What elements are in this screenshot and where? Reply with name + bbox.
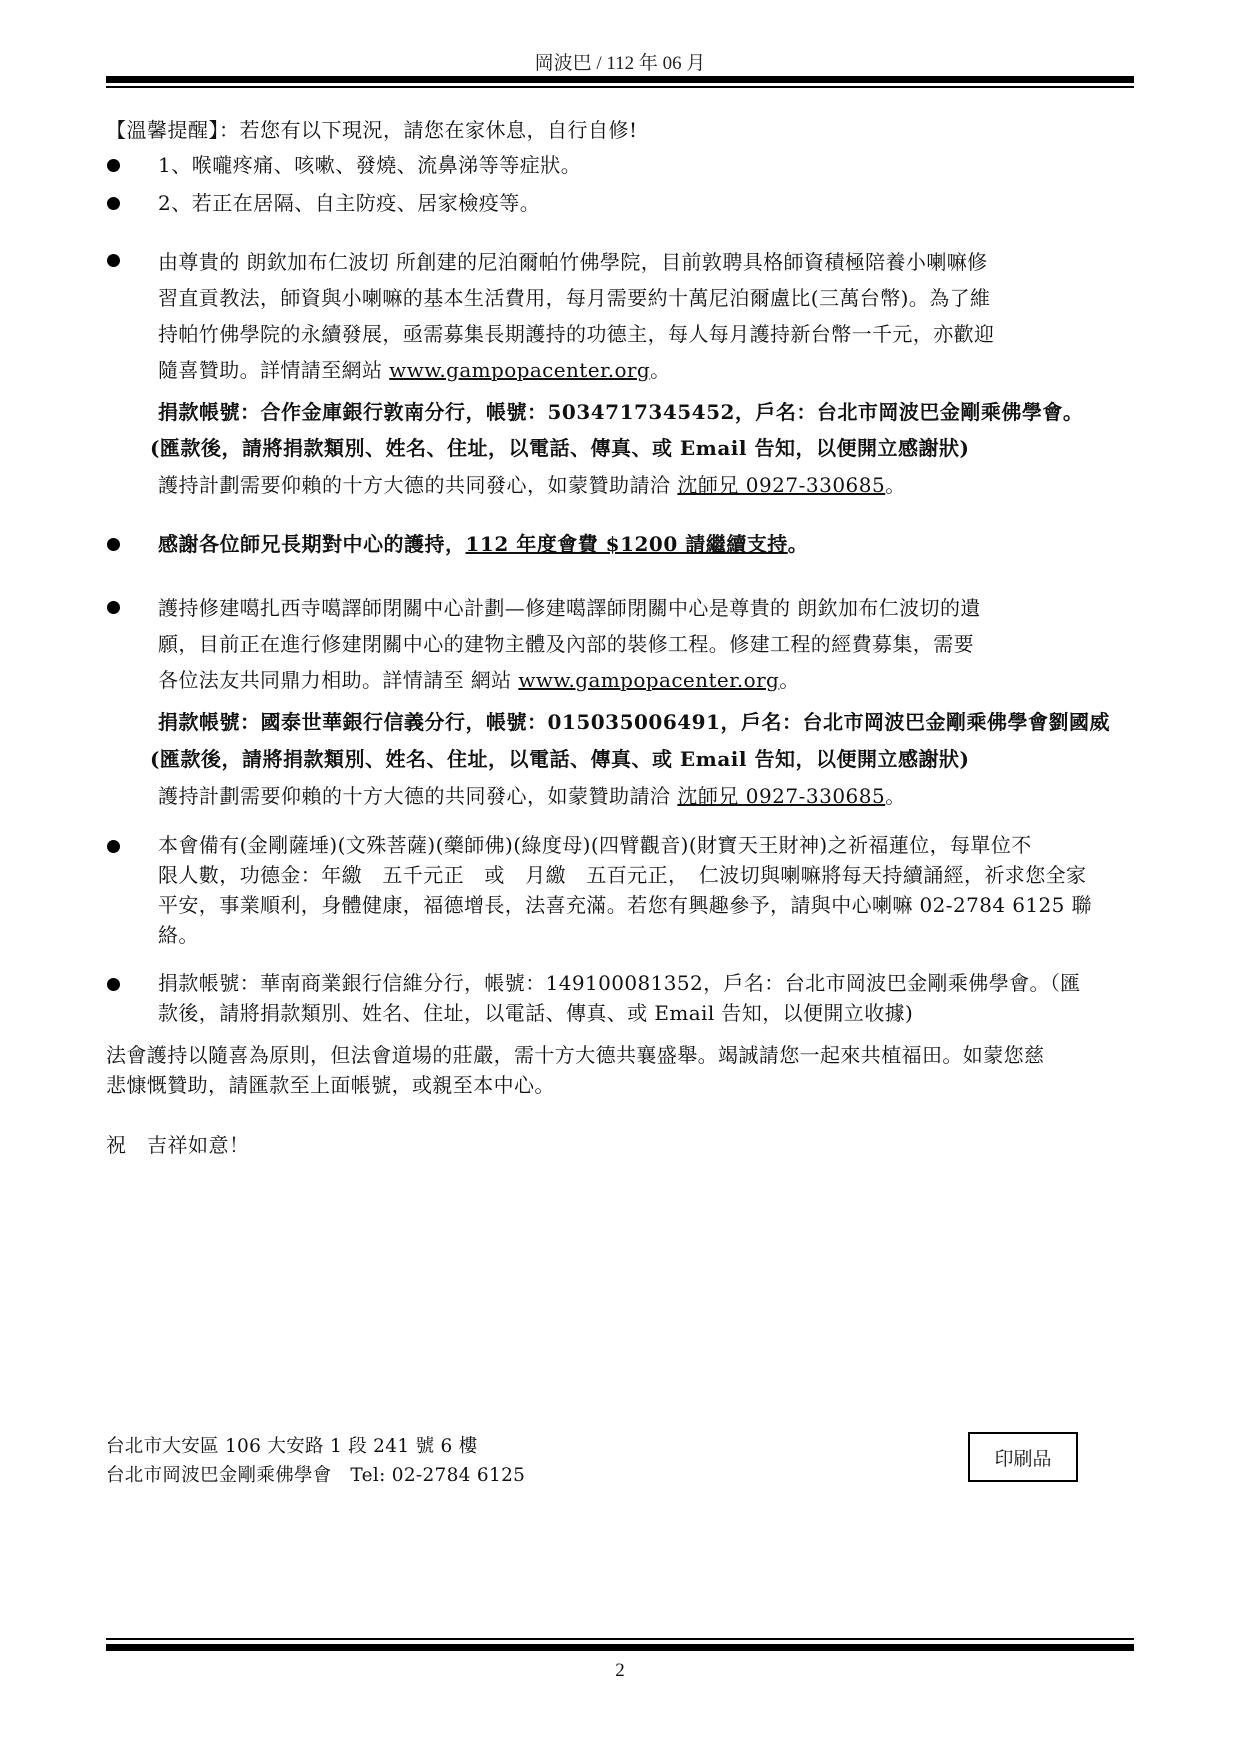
website-link[interactable]: www.gampopacenter.org [389,358,651,382]
bullet-icon [107,840,120,853]
notice-item-1: 1、喉嚨疼痛、咳嗽、發燒、流鼻涕等等症狀。 [158,153,582,177]
donation-line-1: 捐款帳號：華南商業銀行信維分行，帳號：149100081352，戶名：台北市岡波巴金剛乘佛學會。（匯 [158,971,1081,995]
retreat-contact-line: 護持計劃需要仰賴的十方大德的共同發心，如蒙贊助請洽 沈師兄 0927-330685。 [158,784,906,808]
header-rule-thin [106,86,1134,88]
contact-phone[interactable]: 沈師兄 0927-330685 [677,473,886,497]
pazhu-account: 捐款帳號：合作金庫銀行敦南分行，帳號：5034717345452，戶名：台北市岡波巴金剛乘佛學會。 [158,400,1084,424]
pazhu-line-2: 習直貢教法，師資與小喇嘛的基本生活費用，每月需要約十萬尼泊爾盧比(三萬台幣)。為了維 [158,286,991,310]
pazhu-remit-note: (匯款後，請將捐款類別、姓名、住址，以電話、傳真、或 Email 告知，以便開立感謝狀) [150,436,970,460]
pazhu-line-4: 隨喜贊助。詳情請至網站 www.gampopacenter.org。 [158,358,671,382]
notice-item-2: 2、若正在居隔、自主防疫、居家檢疫等。 [158,191,541,215]
retreat-remit-note: (匯款後，請將捐款類別、姓名、住址，以電話、傳真、或 Email 告知，以便開立感謝狀) [150,747,970,771]
closing-paragraph [106,1040,1044,1100]
footer-address: 台北市大安區 106 大安路 1 段 241 號 6 樓 [106,1436,478,1457]
lotus-line-1: 本會備有(金剛薩埵)(文殊菩薩)(藥師佛)(綠度母)(四臂觀音)(財寶天王財神)之祈福蓮位，每單位不 [158,833,1032,857]
pazhu-section [158,244,994,388]
bullet-icon [107,978,120,991]
website-link[interactable]: www.gampopacenter.org [518,668,780,692]
pazhu-line-1: 由尊貴的 朗欽加布仁波切 所創建的尼泊爾帕竹佛學院，目前敦聘具格師資積極陪養小喇嘛修 [158,250,988,274]
retreat-section [158,590,981,698]
retreat-account: 捐款帳號：國泰世華銀行信義分行，帳號：015035006491，戶名：台北市岡波巴金剛乘佛學會劉國威 [158,710,1110,734]
header-rule-thick [106,76,1134,83]
bullet-icon [107,159,120,172]
lotus-line-4: 絡。 [158,923,199,947]
lotus-line-3: 平安，事業順利，身體健康，福德增長，法喜充滿。若您有興趣參予，請與中心喇嘛 02-2784 6125 聯 [158,893,1092,917]
pazhu-line-3: 持帕竹佛學院的永續發展，亟需募集長期護持的功德主，每人每月護持新台幣一千元，亦歡迎 [158,322,995,346]
donation-section [158,968,1081,1028]
membership-line: 感謝各位師兄長期對中心的護持，112 年度會費 $1200 請繼續支持。 [158,532,809,556]
footer-rule-thin [106,1638,1134,1640]
retreat-line-3: 各位法友共同鼎力相助。詳情請至 網站 www.gampopacenter.org。 [158,668,800,692]
footer-rule-thick [106,1644,1134,1651]
bullet-icon [107,197,120,210]
membership-fee: 112 年度會費 $1200 請繼續支持 [465,532,788,556]
running-header: 岡波巴 / 112 年 06 月 [534,53,706,74]
retreat-line-2: 願，目前正在進行修建閉關中心的建物主體及內部的裝修工程。修建工程的經費募集，需要 [158,632,974,656]
page-number: 2 [615,1660,625,1681]
closing-line-1: 法會護持以隨喜為原則，但法會道場的莊嚴，需十方大德共襄盛舉。竭誠請您一起來共植福田。如蒙您慈 [106,1043,1045,1067]
contact-phone[interactable]: 沈師兄 0927-330685 [677,784,886,808]
notice-title: 【溫馨提醒】：若您有以下現況，請您在家休息，自行自修! [106,118,638,142]
bullet-icon [107,254,120,267]
bullet-icon [107,538,120,551]
blessing: 祝 吉祥如意！ [106,1133,250,1157]
pazhu-contact-line: 護持計劃需要仰賴的十方大德的共同發心，如蒙贊助請洽 沈師兄 0927-330685。 [158,473,906,497]
closing-line-2: 悲慷慨贊助，請匯款至上面帳號，或親至本中心。 [106,1073,555,1097]
lotus-section [158,830,1092,950]
lotus-line-2: 限人數，功德金：年繳 五千元正 或 月繳 五百元正， 仁波切與喇嘛將每天持續誦經，祈求您全家 [158,863,1087,887]
bullet-icon [107,601,120,614]
printed-matter-stamp: 印刷品 [968,1432,1078,1482]
retreat-line-1: 護持修建噶扎西寺噶譯師閉關中心計劃—修建噶譯師閉關中心是尊貴的 朗欽加布仁波切的遺 [158,596,981,620]
donation-line-2: 款後，請將捐款類別、姓名、住址，以電話、傳真、或 Email 告知，以便開立收據) [158,1001,914,1025]
footer-org-tel: 台北市岡波巴金剛乘佛學會 Tel: 02-2784 6125 [106,1465,526,1486]
